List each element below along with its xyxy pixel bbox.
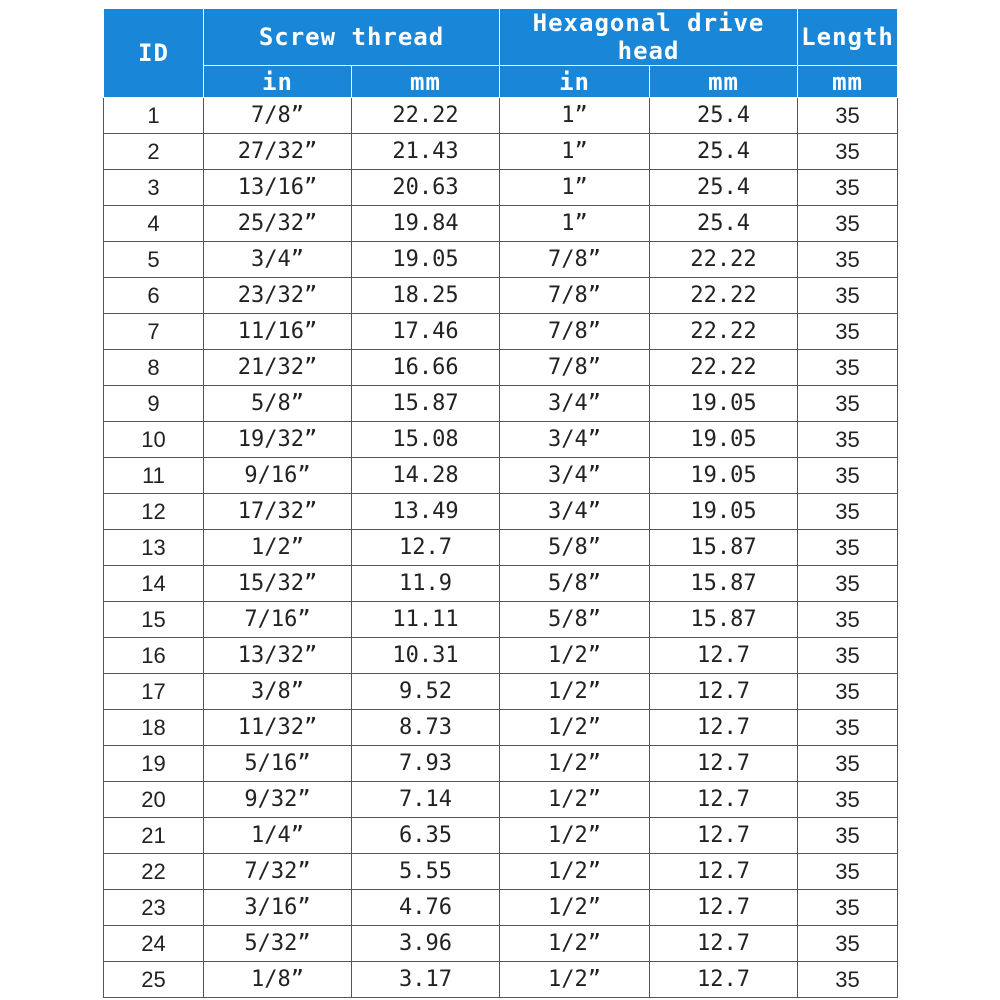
id-cell: 11	[104, 458, 204, 494]
table-row	[104, 170, 898, 206]
header-hex-in: in	[500, 66, 650, 98]
screw-mm-cell: 13.49	[352, 494, 500, 530]
hex-in-cell: 3/4”	[500, 386, 650, 422]
table-row	[104, 422, 898, 458]
hex-mm-cell: 12.7	[650, 710, 798, 746]
hex-in-cell: 1”	[500, 206, 650, 242]
length-cell: 35	[798, 206, 898, 242]
header-length-unit: mm	[798, 66, 898, 98]
screw-mm-cell: 19.84	[352, 206, 500, 242]
screw-mm-cell: 11.9	[352, 566, 500, 602]
length-cell: 35	[798, 566, 898, 602]
screw-in-cell: 3/16”	[204, 890, 352, 926]
screw-mm-cell: 3.96	[352, 926, 500, 962]
length-cell: 35	[798, 458, 898, 494]
hex-mm-cell: 25.4	[650, 170, 798, 206]
hex-in-cell: 1/2”	[500, 710, 650, 746]
header-row-units	[104, 66, 898, 98]
screw-in-cell: 7/32”	[204, 854, 352, 890]
screw-mm-cell: 16.66	[352, 350, 500, 386]
hex-mm-cell: 19.05	[650, 422, 798, 458]
screw-in-cell: 7/8”	[204, 98, 352, 134]
screw-mm-cell: 17.46	[352, 314, 500, 350]
screw-mm-cell: 11.11	[352, 602, 500, 638]
screw-mm-cell: 19.05	[352, 242, 500, 278]
screw-in-cell: 27/32”	[204, 134, 352, 170]
screw-in-cell: 11/32”	[204, 710, 352, 746]
hex-in-cell: 1/2”	[500, 854, 650, 890]
hex-mm-cell: 25.4	[650, 98, 798, 134]
length-cell: 35	[798, 494, 898, 530]
screw-in-cell: 17/32”	[204, 494, 352, 530]
screw-mm-cell: 9.52	[352, 674, 500, 710]
hex-in-cell: 7/8”	[500, 278, 650, 314]
screw-in-cell: 1/8”	[204, 962, 352, 998]
length-cell: 35	[798, 746, 898, 782]
hex-in-cell: 5/8”	[500, 530, 650, 566]
id-cell: 24	[104, 926, 204, 962]
length-cell: 35	[798, 98, 898, 134]
screw-mm-cell: 22.22	[352, 98, 500, 134]
id-cell: 3	[104, 170, 204, 206]
hex-mm-cell: 19.05	[650, 458, 798, 494]
id-cell: 20	[104, 782, 204, 818]
screw-in-cell: 3/4”	[204, 242, 352, 278]
screw-in-cell: 23/32”	[204, 278, 352, 314]
hex-mm-cell: 15.87	[650, 566, 798, 602]
length-cell: 35	[798, 386, 898, 422]
length-cell: 35	[798, 530, 898, 566]
screw-in-cell: 9/16”	[204, 458, 352, 494]
screw-mm-cell: 10.31	[352, 638, 500, 674]
hex-in-cell: 3/4”	[500, 458, 650, 494]
length-cell: 35	[798, 674, 898, 710]
hex-in-cell: 1/2”	[500, 746, 650, 782]
table-row	[104, 746, 898, 782]
header-length: Length	[798, 9, 898, 66]
hex-mm-cell: 12.7	[650, 818, 798, 854]
id-cell: 19	[104, 746, 204, 782]
table-row	[104, 926, 898, 962]
hex-mm-cell: 12.7	[650, 854, 798, 890]
table-row	[104, 134, 898, 170]
header-screw-mm: mm	[352, 66, 500, 98]
hex-mm-cell: 19.05	[650, 494, 798, 530]
length-cell: 35	[798, 890, 898, 926]
screw-mm-cell: 4.76	[352, 890, 500, 926]
table-row	[104, 494, 898, 530]
length-cell: 35	[798, 350, 898, 386]
hex-mm-cell: 12.7	[650, 782, 798, 818]
table-row	[104, 638, 898, 674]
hex-mm-cell: 22.22	[650, 278, 798, 314]
hex-mm-cell: 15.87	[650, 530, 798, 566]
length-cell: 35	[798, 314, 898, 350]
length-cell: 35	[798, 818, 898, 854]
hex-mm-cell: 22.22	[650, 350, 798, 386]
hex-mm-cell: 12.7	[650, 746, 798, 782]
length-cell: 35	[798, 854, 898, 890]
length-cell: 35	[798, 782, 898, 818]
hex-in-cell: 5/8”	[500, 566, 650, 602]
length-cell: 35	[798, 926, 898, 962]
hex-in-cell: 1/2”	[500, 962, 650, 998]
screw-in-cell: 25/32”	[204, 206, 352, 242]
hex-in-cell: 1”	[500, 134, 650, 170]
id-cell: 9	[104, 386, 204, 422]
length-cell: 35	[798, 962, 898, 998]
screw-mm-cell: 15.08	[352, 422, 500, 458]
table-row	[104, 602, 898, 638]
table-body	[104, 98, 898, 998]
id-cell: 14	[104, 566, 204, 602]
screw-mm-cell: 5.55	[352, 854, 500, 890]
table-row	[104, 674, 898, 710]
id-cell: 23	[104, 890, 204, 926]
screw-in-cell: 15/32”	[204, 566, 352, 602]
table-row	[104, 278, 898, 314]
screw-mm-cell: 14.28	[352, 458, 500, 494]
spec-table	[103, 8, 898, 998]
table-row	[104, 710, 898, 746]
id-cell: 12	[104, 494, 204, 530]
screw-in-cell: 1/2”	[204, 530, 352, 566]
table-row	[104, 890, 898, 926]
length-cell: 35	[798, 242, 898, 278]
screw-in-cell: 13/16”	[204, 170, 352, 206]
hex-in-cell: 1/2”	[500, 782, 650, 818]
table-row	[104, 98, 898, 134]
table-row	[104, 962, 898, 998]
id-cell: 5	[104, 242, 204, 278]
table-header	[104, 9, 898, 98]
screw-mm-cell: 20.63	[352, 170, 500, 206]
table-row	[104, 242, 898, 278]
id-cell: 10	[104, 422, 204, 458]
hex-in-cell: 1”	[500, 98, 650, 134]
screw-mm-cell: 6.35	[352, 818, 500, 854]
id-cell: 4	[104, 206, 204, 242]
hex-in-cell: 5/8”	[500, 602, 650, 638]
screw-in-cell: 1/4”	[204, 818, 352, 854]
hex-in-cell: 3/4”	[500, 494, 650, 530]
length-cell: 35	[798, 278, 898, 314]
screw-in-cell: 5/32”	[204, 926, 352, 962]
screw-mm-cell: 7.93	[352, 746, 500, 782]
hex-mm-cell: 12.7	[650, 674, 798, 710]
screw-in-cell: 5/16”	[204, 746, 352, 782]
hex-in-cell: 1/2”	[500, 890, 650, 926]
screw-in-cell: 21/32”	[204, 350, 352, 386]
screw-mm-cell: 15.87	[352, 386, 500, 422]
screw-in-cell: 7/16”	[204, 602, 352, 638]
hex-mm-cell: 25.4	[650, 206, 798, 242]
table-row	[104, 314, 898, 350]
hex-in-cell: 7/8”	[500, 242, 650, 278]
id-cell: 1	[104, 98, 204, 134]
screw-in-cell: 11/16”	[204, 314, 352, 350]
screw-in-cell: 3/8”	[204, 674, 352, 710]
id-cell: 22	[104, 854, 204, 890]
id-cell: 8	[104, 350, 204, 386]
hex-in-cell: 7/8”	[500, 350, 650, 386]
table-row	[104, 854, 898, 890]
length-cell: 35	[798, 602, 898, 638]
hex-mm-cell: 12.7	[650, 638, 798, 674]
table-row	[104, 782, 898, 818]
id-cell: 13	[104, 530, 204, 566]
screw-mm-cell: 3.17	[352, 962, 500, 998]
table-row	[104, 350, 898, 386]
id-cell: 25	[104, 962, 204, 998]
hex-mm-cell: 12.7	[650, 926, 798, 962]
header-row-main	[104, 9, 898, 66]
screw-mm-cell: 18.25	[352, 278, 500, 314]
screw-mm-cell: 21.43	[352, 134, 500, 170]
header-hex-mm: mm	[650, 66, 798, 98]
hex-mm-cell: 12.7	[650, 962, 798, 998]
table-row	[104, 206, 898, 242]
hex-mm-cell: 15.87	[650, 602, 798, 638]
length-cell: 35	[798, 170, 898, 206]
screw-in-cell: 19/32”	[204, 422, 352, 458]
id-cell: 7	[104, 314, 204, 350]
hex-in-cell: 1/2”	[500, 674, 650, 710]
screw-mm-cell: 12.7	[352, 530, 500, 566]
hex-mm-cell: 12.7	[650, 890, 798, 926]
table-row	[104, 566, 898, 602]
id-cell: 21	[104, 818, 204, 854]
id-cell: 18	[104, 710, 204, 746]
hex-mm-cell: 22.22	[650, 242, 798, 278]
header-id: ID	[104, 9, 204, 98]
id-cell: 17	[104, 674, 204, 710]
table-row	[104, 386, 898, 422]
header-hex-drive-head: Hexagonal drive head	[500, 9, 798, 66]
screw-in-cell: 5/8”	[204, 386, 352, 422]
length-cell: 35	[798, 638, 898, 674]
hex-in-cell: 3/4”	[500, 422, 650, 458]
hex-in-cell: 1/2”	[500, 926, 650, 962]
length-cell: 35	[798, 710, 898, 746]
header-screw-in: in	[204, 66, 352, 98]
table-row	[104, 530, 898, 566]
id-cell: 15	[104, 602, 204, 638]
table-row	[104, 458, 898, 494]
hex-in-cell: 1”	[500, 170, 650, 206]
id-cell: 6	[104, 278, 204, 314]
id-cell: 2	[104, 134, 204, 170]
id-cell: 16	[104, 638, 204, 674]
length-cell: 35	[798, 422, 898, 458]
header-screw-thread: Screw thread	[204, 9, 500, 66]
screw-in-cell: 13/32”	[204, 638, 352, 674]
hex-in-cell: 1/2”	[500, 638, 650, 674]
hex-mm-cell: 22.22	[650, 314, 798, 350]
table-row	[104, 818, 898, 854]
hex-mm-cell: 19.05	[650, 386, 798, 422]
screw-mm-cell: 8.73	[352, 710, 500, 746]
screw-in-cell: 9/32”	[204, 782, 352, 818]
hex-in-cell: 7/8”	[500, 314, 650, 350]
length-cell: 35	[798, 134, 898, 170]
hex-mm-cell: 25.4	[650, 134, 798, 170]
screw-mm-cell: 7.14	[352, 782, 500, 818]
hex-in-cell: 1/2”	[500, 818, 650, 854]
